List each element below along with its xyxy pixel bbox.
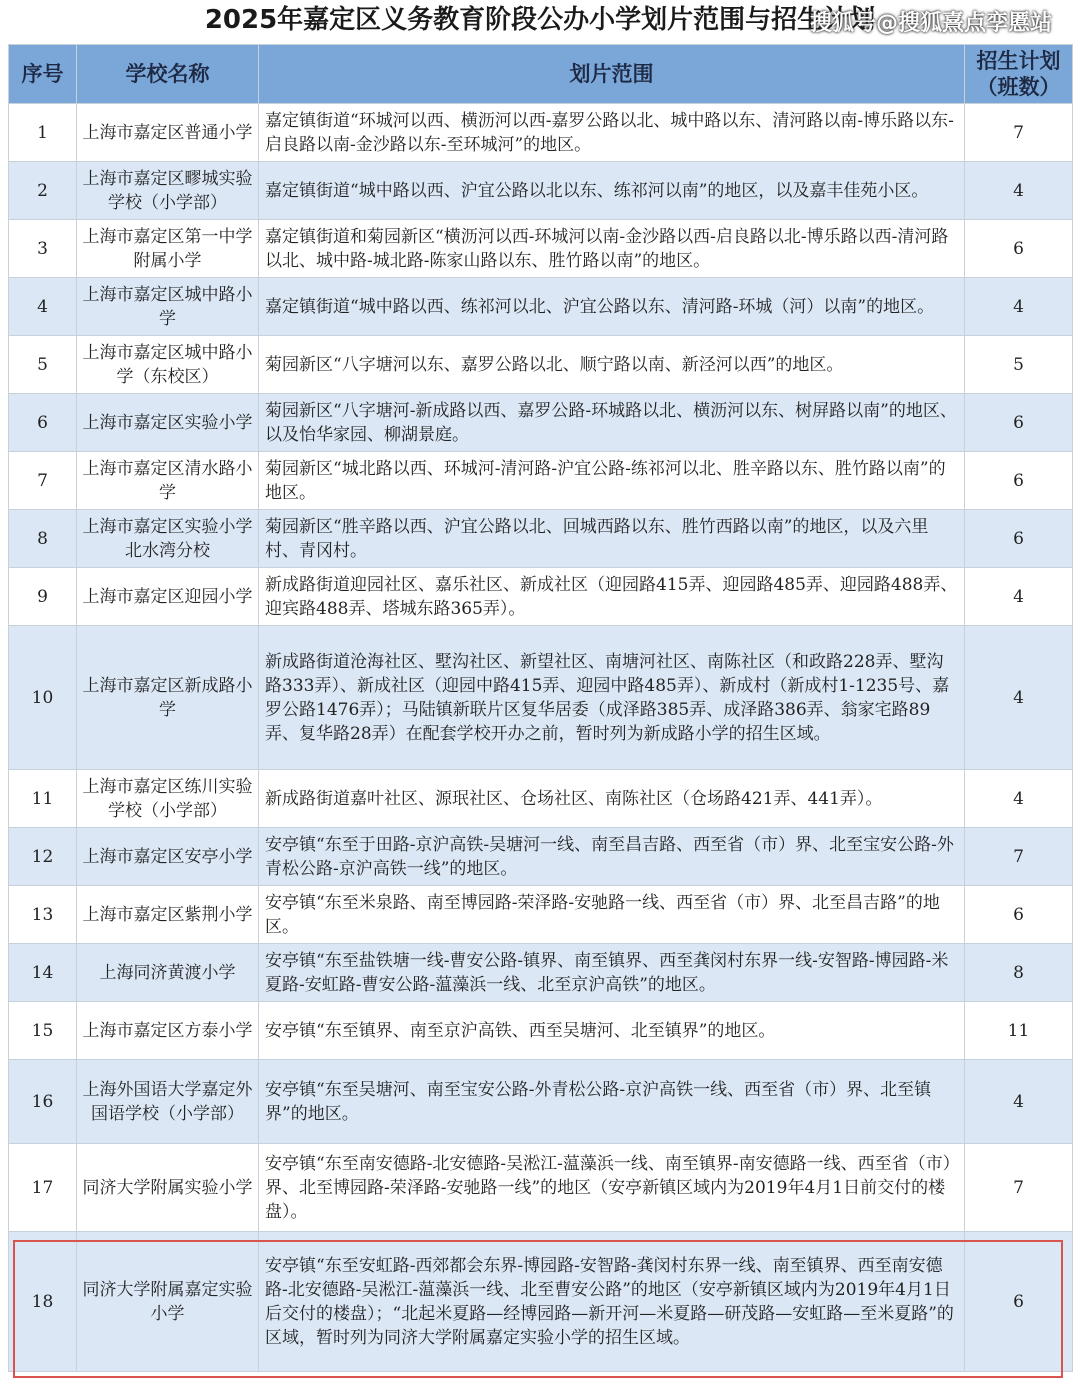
table-row bbox=[9, 568, 1073, 626]
enrollment-plan: 4 bbox=[965, 278, 1073, 336]
school-name: 上海外国语大学嘉定外国语学校（小学部） bbox=[77, 1060, 259, 1144]
table-row bbox=[9, 336, 1073, 394]
table-header-row bbox=[9, 45, 1073, 104]
enrollment-plan: 4 bbox=[965, 1060, 1073, 1144]
table-row bbox=[9, 886, 1073, 944]
row-number: 16 bbox=[9, 1060, 77, 1144]
table-row bbox=[9, 452, 1073, 510]
enrollment-plan: 4 bbox=[965, 568, 1073, 626]
row-number: 13 bbox=[9, 886, 77, 944]
school-name: 上海市嘉定区实验小学 bbox=[77, 394, 259, 452]
enrollment-plan: 6 bbox=[965, 220, 1073, 278]
watermark: 搜狐号@搜狐熹点孪慝站 bbox=[809, 11, 1052, 36]
row-number: 10 bbox=[9, 626, 77, 770]
school-name: 上海市嘉定区普通小学 bbox=[77, 104, 259, 162]
row-number: 17 bbox=[9, 1144, 77, 1232]
school-zoning-table bbox=[8, 44, 1073, 1372]
table-row bbox=[9, 104, 1073, 162]
enrollment-plan: 11 bbox=[965, 1002, 1073, 1060]
table-row bbox=[9, 626, 1073, 770]
table-row bbox=[9, 944, 1073, 1002]
enrollment-plan: 7 bbox=[965, 1144, 1073, 1232]
row-number: 2 bbox=[9, 162, 77, 220]
table-row bbox=[9, 278, 1073, 336]
header-plan: 招生计划（班数） bbox=[965, 45, 1073, 104]
zoning-range: 安亭镇“东至镇界、南至京沪高铁、西至吴塘河、北至镇界”的地区。 bbox=[259, 1002, 965, 1060]
row-number: 6 bbox=[9, 394, 77, 452]
row-number: 5 bbox=[9, 336, 77, 394]
school-name: 上海市嘉定区清水路小学 bbox=[77, 452, 259, 510]
table-row bbox=[9, 220, 1073, 278]
zoning-range: 新成路街道迎园社区、嘉乐社区、新成社区（迎园路415弄、迎园路485弄、迎园路488弄、迎宾路488弄、塔城东路365弄）。 bbox=[259, 568, 965, 626]
zoning-range: 新成路街道嘉叶社区、源珉社区、仓场社区、南陈社区（仓场路421弄、441弄）。 bbox=[259, 770, 965, 828]
enrollment-plan: 5 bbox=[965, 336, 1073, 394]
page-title: 2025年嘉定区义务教育阶段公办小学划片范围与招生计划 bbox=[204, 5, 876, 35]
table-row bbox=[9, 1060, 1073, 1144]
row-number: 7 bbox=[9, 452, 77, 510]
zoning-range: 安亭镇“东至安虹路-西郊都会东界-博园路-安智路-龚闵村东界一线、南至镇界、西至南安德路-北安德路-吴淞江-蕰藻浜一线、北至曹安公路”的地区（安亭新镇区域内为2019年4月1日后交付的楼盘）；“北起米夏路—经博园路—新开河—米夏路—研茂路—安虹路—至米夏路”的区域，暂时列为同济大学附属嘉定实验小学的招生区域。 bbox=[259, 1232, 965, 1372]
table-row bbox=[9, 828, 1073, 886]
school-name: 上海市嘉定区安亭小学 bbox=[77, 828, 259, 886]
row-number: 3 bbox=[9, 220, 77, 278]
row-number: 11 bbox=[9, 770, 77, 828]
enrollment-plan: 7 bbox=[965, 104, 1073, 162]
enrollment-plan: 4 bbox=[965, 626, 1073, 770]
row-number: 18 bbox=[9, 1232, 77, 1372]
school-name: 上海市嘉定区城中路小学（东校区） bbox=[77, 336, 259, 394]
row-number: 8 bbox=[9, 510, 77, 568]
zoning-range: 嘉定镇街道和菊园新区“横沥河以西-环城河以南-金沙路以西-启良路以北-博乐路以西-清河路以北、城中路-城北路-陈家山路以东、胜竹路以南”的地区。 bbox=[259, 220, 965, 278]
enrollment-plan: 4 bbox=[965, 770, 1073, 828]
zoning-range: 嘉定镇街道“城中路以西、练祁河以北、沪宜公路以东、清河路-环城（河）以南”的地区。 bbox=[259, 278, 965, 336]
zoning-range: 菊园新区“城北路以西、环城河-清河路-沪宜公路-练祁河以北、胜辛路以东、胜竹路以南”的地区。 bbox=[259, 452, 965, 510]
zoning-range: 菊园新区“八字塘河以东、嘉罗公路以北、顺宁路以南、新泾河以西”的地区。 bbox=[259, 336, 965, 394]
school-name: 上海市嘉定区实验小学北水湾分校 bbox=[77, 510, 259, 568]
enrollment-plan: 8 bbox=[965, 944, 1073, 1002]
enrollment-plan: 6 bbox=[965, 886, 1073, 944]
row-number: 4 bbox=[9, 278, 77, 336]
zoning-range: 嘉定镇街道“城中路以西、沪宜公路以北以东、练祁河以南”的地区，以及嘉丰佳苑小区。 bbox=[259, 162, 965, 220]
school-name: 上海市嘉定区迎园小学 bbox=[77, 568, 259, 626]
table-row bbox=[9, 1144, 1073, 1232]
table-row bbox=[9, 770, 1073, 828]
school-name: 同济大学附属嘉定实验小学 bbox=[77, 1232, 259, 1372]
school-name: 上海市嘉定区练川实验学校（小学部） bbox=[77, 770, 259, 828]
zoning-range: 菊园新区“胜辛路以西、沪宜公路以北、回城西路以东、胜竹西路以南”的地区，以及六里村、青冈村。 bbox=[259, 510, 965, 568]
school-name: 上海市嘉定区城中路小学 bbox=[77, 278, 259, 336]
zoning-range: 安亭镇“东至于田路-京沪高铁-吴塘河一线、南至昌吉路、西至省（市）界、北至宝安公路-外青松公路-京沪高铁一线”的地区。 bbox=[259, 828, 965, 886]
school-name: 上海市嘉定区方泰小学 bbox=[77, 1002, 259, 1060]
header-num: 序号 bbox=[9, 45, 77, 104]
enrollment-plan: 6 bbox=[965, 510, 1073, 568]
zoning-range: 安亭镇“东至盐铁塘一线-曹安公路-镇界、南至镇界、西至龚闵村东界一线-安智路-博园路-米夏路-安虹路-曹安公路-蕰藻浜一线、北至京沪高铁”的地区。 bbox=[259, 944, 965, 1002]
school-name: 上海市嘉定区疁城实验学校（小学部） bbox=[77, 162, 259, 220]
row-number: 12 bbox=[9, 828, 77, 886]
zoning-range: 安亭镇“东至吴塘河、南至宝安公路-外青松公路-京沪高铁一线、西至省（市）界、北至镇界”的地区。 bbox=[259, 1060, 965, 1144]
row-number: 1 bbox=[9, 104, 77, 162]
row-number: 9 bbox=[9, 568, 77, 626]
enrollment-plan: 4 bbox=[965, 162, 1073, 220]
table-row bbox=[9, 1232, 1073, 1372]
school-name: 同济大学附属实验小学 bbox=[77, 1144, 259, 1232]
table-row bbox=[9, 1002, 1073, 1060]
row-number: 15 bbox=[9, 1002, 77, 1060]
school-name: 上海同济黄渡小学 bbox=[77, 944, 259, 1002]
zoning-range: 菊园新区“八字塘河-新成路以西、嘉罗公路-环城路以北、横沥河以东、树屏路以南”的地区、以及怡华家园、柳湖景庭。 bbox=[259, 394, 965, 452]
school-name: 上海市嘉定区第一中学附属小学 bbox=[77, 220, 259, 278]
school-name: 上海市嘉定区紫荆小学 bbox=[77, 886, 259, 944]
table-row bbox=[9, 394, 1073, 452]
zoning-range: 嘉定镇街道“环城河以西、横沥河以西-嘉罗公路以北、城中路以东、清河路以南-博乐路以东-启良路以南-金沙路以东-至环城河”的地区。 bbox=[259, 104, 965, 162]
header-school: 学校名称 bbox=[77, 45, 259, 104]
header-range: 划片范围 bbox=[259, 45, 965, 104]
enrollment-plan: 7 bbox=[965, 828, 1073, 886]
enrollment-plan: 6 bbox=[965, 394, 1073, 452]
row-number: 14 bbox=[9, 944, 77, 1002]
school-name: 上海市嘉定区新成路小学 bbox=[77, 626, 259, 770]
zoning-range: 新成路街道沧海社区、墅沟社区、新望社区、南塘河社区、南陈社区（和政路228弄、墅沟路333弄）、新成社区（迎园中路415弄、迎园中路485弄）、新成村（新成村1-1235号、嘉罗公路1476弄）；马陆镇新联片区复华居委（成泽路385弄、成泽路386弄、翁家宅路89弄、复华路28弄）在配套学校开办之前，暂时列为新成路小学的招生区域。 bbox=[259, 626, 965, 770]
table-row bbox=[9, 510, 1073, 568]
enrollment-plan: 6 bbox=[965, 1232, 1073, 1372]
zoning-range: 安亭镇“东至南安德路-北安德路-吴淞江-蕰藻浜一线、南至镇界-南安德路一线、西至省（市）界、北至博园路-荣泽路-安驰路一线”的地区（安亭新镇区域内为2019年4月1日前交付的楼盘）。 bbox=[259, 1144, 965, 1232]
table-row bbox=[9, 162, 1073, 220]
zoning-range: 安亭镇“东至米泉路、南至博园路-荣泽路-安驰路一线、西至省（市）界、北至昌吉路”的地区。 bbox=[259, 886, 965, 944]
enrollment-plan: 6 bbox=[965, 452, 1073, 510]
